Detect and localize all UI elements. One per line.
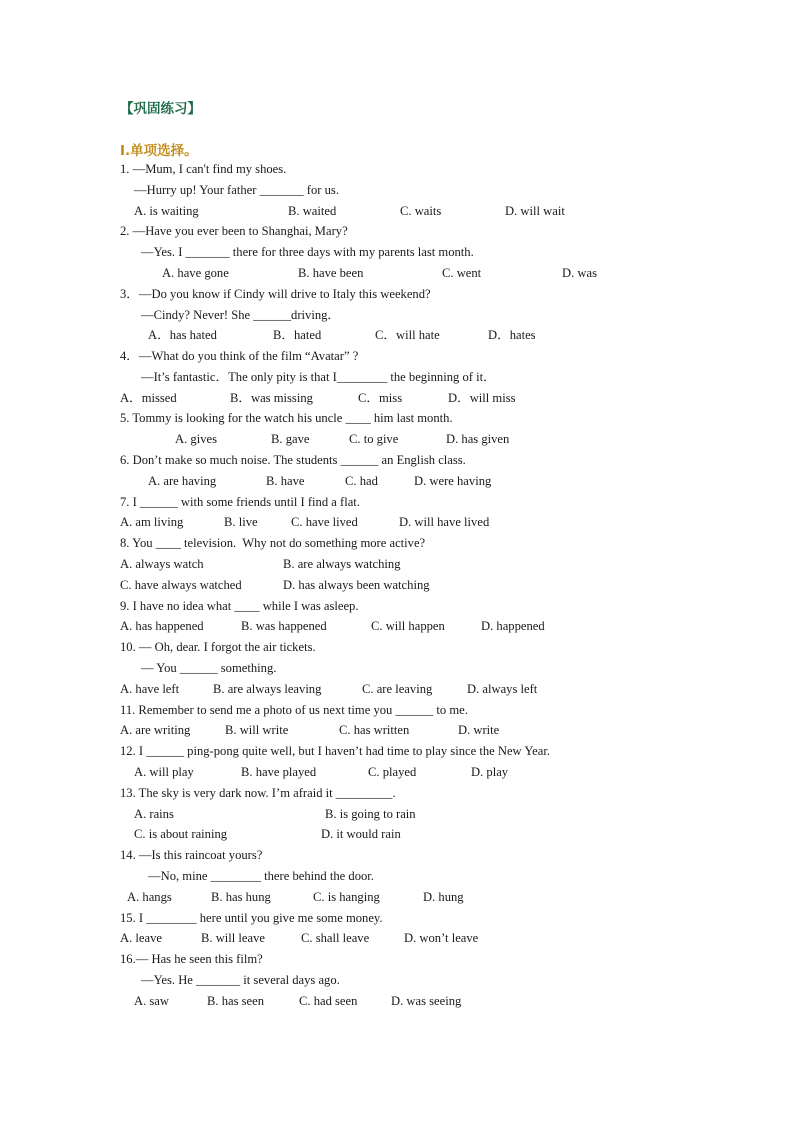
- answer-option: B. have been: [298, 266, 364, 280]
- answer-option: D. were having: [414, 474, 492, 488]
- answer-option: C. is hanging: [313, 890, 380, 904]
- answer-option: A. have gone: [162, 266, 229, 280]
- answer-option: D. was: [562, 266, 597, 280]
- answer-option: D．will miss: [448, 391, 516, 405]
- answer-option: B. was happened: [241, 619, 327, 633]
- answer-option: A. hangs: [127, 890, 172, 904]
- answer-option: D. has always been watching: [283, 578, 430, 592]
- answer-option: C. had: [345, 474, 378, 488]
- answer-option: C．will hate: [375, 328, 440, 342]
- answer-option: —Yes. I _______ there for three days with my parents last month.: [141, 245, 474, 259]
- answer-option: B. have: [266, 474, 305, 488]
- answer-option: C. waits: [400, 204, 442, 218]
- answer-option: D. it would rain: [321, 827, 401, 841]
- question-text: 10. — Oh, dear. I forgot the air tickets.: [120, 640, 316, 654]
- answer-option: D. hung: [423, 890, 464, 904]
- answer-option: C. has written: [339, 723, 410, 737]
- section-title: 【巩固练习】: [120, 101, 201, 117]
- answer-option: A. rains: [134, 807, 174, 821]
- answer-option: —Yes. He _______ it several days ago.: [141, 973, 340, 987]
- question-text: 4．—What do you think of the film “Avatar” ?: [120, 349, 359, 363]
- answer-option: A．missed: [120, 391, 177, 405]
- question-text: 8. You ____ television. Why not do something more active?: [120, 536, 426, 550]
- answer-option: D．hates: [488, 328, 536, 342]
- answer-option: B．hated: [273, 328, 322, 342]
- answer-option: C. are leaving: [362, 682, 433, 696]
- answer-option: A. gives: [175, 432, 217, 446]
- answer-option: A. saw: [134, 994, 169, 1008]
- answer-option: C. shall leave: [301, 931, 370, 945]
- question-text: 14. —Is this raincoat yours?: [120, 848, 263, 862]
- question-text: 1. —Mum, I can't find my shoes.: [120, 162, 287, 176]
- answer-option: B. will leave: [201, 931, 266, 945]
- answer-option: D. will have lived: [399, 515, 490, 529]
- answer-option: B. have played: [241, 765, 317, 779]
- question-text: 11. Remember to send me a photo of us next time you ______ to me.: [120, 703, 468, 717]
- answer-option: C. played: [368, 765, 417, 779]
- answer-option: A. always watch: [120, 557, 204, 571]
- answer-option: B．was missing: [230, 391, 313, 405]
- answer-option: A. leave: [120, 931, 162, 945]
- question-text: 6. Don’t make so much noise. The students ______ an English class.: [120, 453, 466, 467]
- answer-option: D. always left: [467, 682, 538, 696]
- answer-option: —Cindy? Never! She ______driving．: [141, 308, 341, 322]
- question-text: 3．—Do you know if Cindy will drive to Italy this weekend?: [120, 287, 431, 301]
- answer-option: A．has hated: [148, 328, 217, 342]
- answer-option: C. will happen: [371, 619, 445, 633]
- answer-option: A. are having: [148, 474, 217, 488]
- answer-option: D. was seeing: [391, 994, 462, 1008]
- answer-option: A. am living: [120, 515, 184, 529]
- answer-option: A. will play: [134, 765, 194, 779]
- answer-option: —It’s fantastic．The only pity is that I________ the beginning of it．: [141, 370, 496, 384]
- answer-option: A. is waiting: [134, 204, 199, 218]
- answer-option: D. has given: [446, 432, 510, 446]
- answer-option: A. has happened: [120, 619, 204, 633]
- answer-option: A. are writing: [120, 723, 191, 737]
- answer-option: B. are always watching: [283, 557, 401, 571]
- question-text: 7. I ______ with some friends until I find a flat.: [120, 495, 360, 509]
- answer-option: —No, mine ________ there behind the door.: [148, 869, 374, 883]
- question-text: 9. I have no idea what ____ while I was asleep.: [120, 599, 359, 613]
- answer-option: C. to give: [349, 432, 399, 446]
- answer-option: B. will write: [225, 723, 289, 737]
- answer-option: C. had seen: [299, 994, 358, 1008]
- question-text: 13. The sky is very dark now. I’m afraid it _________.: [120, 786, 396, 800]
- answer-option: D. write: [458, 723, 500, 737]
- answer-option: B. are always leaving: [213, 682, 322, 696]
- answer-option: C．miss: [358, 391, 403, 405]
- question-text: 12. I ______ ping-pong quite well, but I haven’t had time to play since the New Year.: [120, 744, 550, 758]
- answer-option: B. live: [224, 515, 258, 529]
- answer-option: —Hurry up! Your father _______ for us.: [134, 183, 339, 197]
- answer-option: A. have left: [120, 682, 180, 696]
- question-text: 15. I ________ here until you give me some money.: [120, 911, 383, 925]
- answer-option: B. gave: [271, 432, 310, 446]
- part-title: I.单项选择。: [120, 143, 198, 159]
- answer-option: B. has hung: [211, 890, 271, 904]
- answer-option: C. is about raining: [134, 827, 228, 841]
- question-text: 5. Tommy is looking for the watch his uncle ____ him last month.: [120, 411, 453, 425]
- answer-option: — You ______ something.: [141, 661, 277, 675]
- answer-option: C. have always watched: [120, 578, 242, 592]
- answer-option: B. is going to rain: [325, 807, 416, 821]
- answer-option: C. went: [442, 266, 482, 280]
- answer-option: D. won’t leave: [404, 931, 479, 945]
- answer-option: D. will wait: [505, 204, 565, 218]
- question-text: 2. —Have you ever been to Shanghai, Mary?: [120, 224, 348, 238]
- answer-option: B. waited: [288, 204, 337, 218]
- question-text: 16.— Has he seen this film?: [120, 952, 263, 966]
- answer-option: C. have lived: [291, 515, 358, 529]
- answer-option: D. happened: [481, 619, 545, 633]
- answer-option: B. has seen: [207, 994, 265, 1008]
- answer-option: D. play: [471, 765, 509, 779]
